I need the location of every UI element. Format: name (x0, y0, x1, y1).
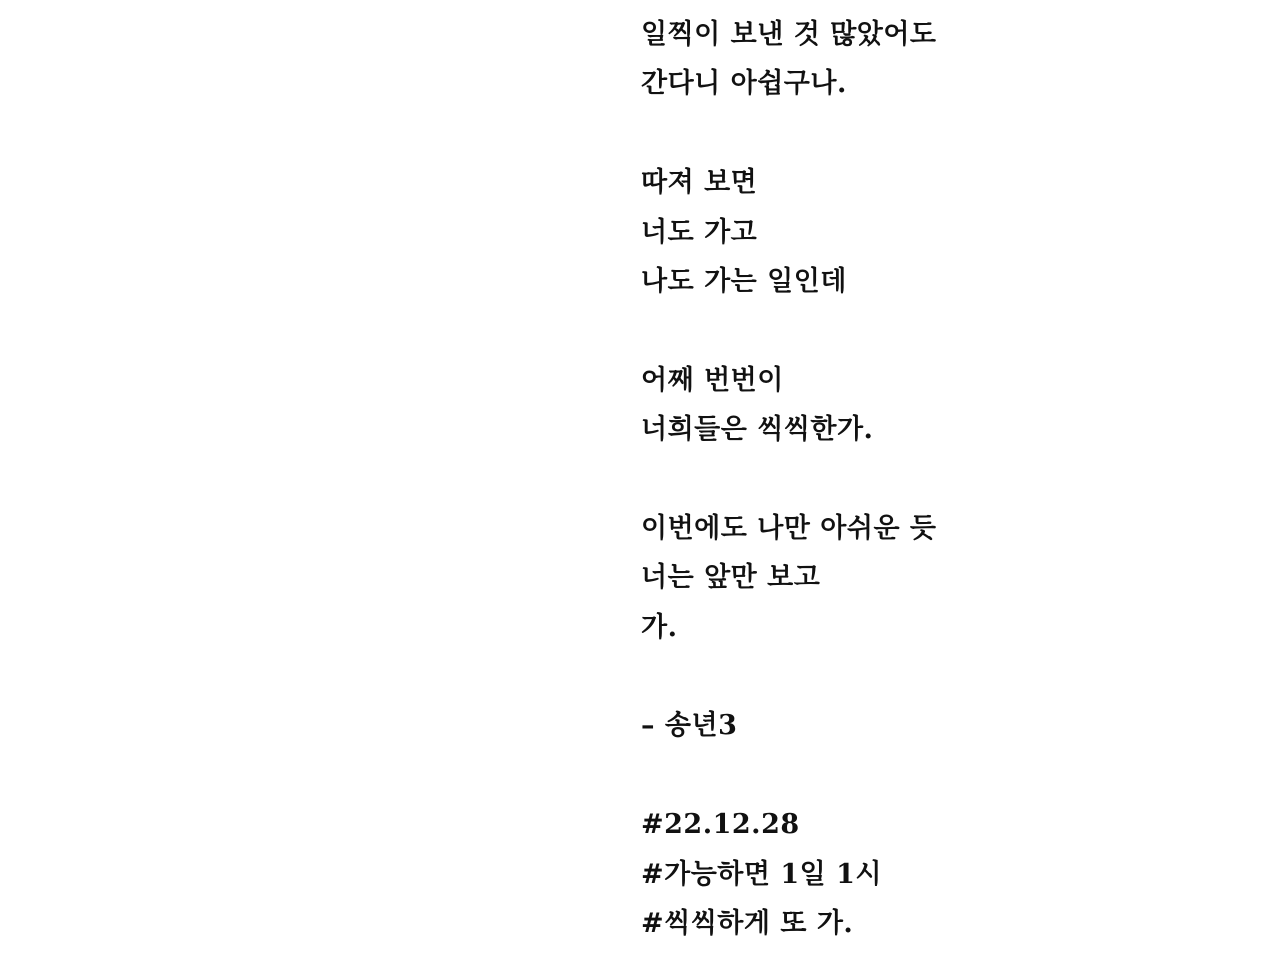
hashtag: #가능하면 1일 1시 (641, 858, 882, 890)
stanza-break (641, 109, 1261, 158)
poem-line: 일찍이 보낸 것 많았어도 (641, 19, 937, 50)
poem-body (641, 10, 1261, 948)
hashtag: #씩씩하게 또 가. (641, 908, 854, 940)
stanza-break (641, 652, 1261, 701)
poem-line: 너는 앞만 보고 (641, 562, 821, 594)
stanza-break (641, 455, 1261, 504)
poem-line: 가. (641, 611, 678, 643)
poem-line: 너도 가고 (641, 216, 758, 248)
stanza-break (641, 306, 1261, 355)
poem-line: 나도 가는 일인데 (641, 265, 847, 297)
stanza-break (641, 751, 1261, 800)
poem-line: 따져 보면 (641, 167, 758, 199)
hashtag-date: #22.12.28 (641, 809, 800, 841)
poem-line: 이번에도 나만 아쉬운 듯 (641, 512, 937, 544)
poem-line: 너희들은 씩씩한가. (641, 414, 874, 446)
poem-line: 간다니 아쉽구나. (641, 68, 847, 100)
poem-signature: – 송년3 (641, 710, 738, 742)
poem-line: 어째 번번이 (641, 364, 784, 396)
